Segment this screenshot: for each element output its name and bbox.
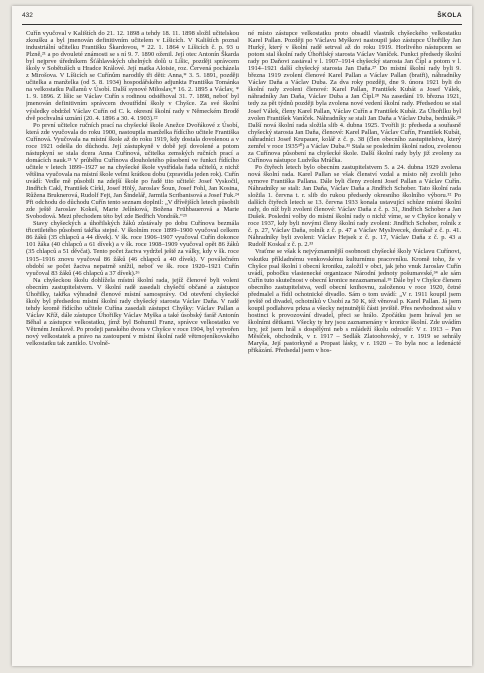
left-column	[26, 30, 239, 656]
paragraph: Po první učitelce ručních prací na chyšecké škole Anežce Dvořákové z Úsobí, která zde vyučovala do roku 1900, nastoupila manželka řídícího učitele Františka Cuřínová. Vyučovala na místní škole až do roku 1919, kdy dostala dovolenou a v roce 1921 odešla do důchodu. Její zástupkyně v době její dovolené a potom nástupkyní se stala dcera Anna Cuřínová, učitelka zemských ručních prací a domácích nauk.²³ V průběhu Cuřínova dlouholetého působení ve funkci řídícího učitele v letech 1899–1927 se na chyšecké škole vystřídala řada učitelů, z nichž většina vyučovala na místní škole velmi krátkou dobu (zpravidla jeden rok). Cuřín uvádí: Vedle mě působili na zdejší škole po řadě tito učitelé: Josef Vyskočil, Jindřich Cakl, František Církl, Josef Hölý, Jaroslav Šoun, Josef Fohl, Jan Kosina, Růžena Bruknerová, Rudolf Fejt, Jan Šindelář, Jarmila Scribanisová a Josef Fuk.²⁴ Při odchodu do důchodu Cuřín tento seznam doplnil: „V dřívějších letech působili zde ještě Jaroslav Kokeš, Marie Jelínková, Božena Frühbauerová a Marie Svobodová. Mezi přechodem této byl zde Bedřich Vondrák.“²⁵	[26, 121, 239, 221]
paragraph: Cuřín vyučoval v Kalištích do 21. 12. 1898 a tehdy 18. 11. 1898 složil učitelskou zkoušku a byl jmenován definitivním učitelem v Líšicích. V Kalištích poznal industriální učitelku Františku Škardovou, * 22. 1. 1864 v Líšicích č. p. 93 u Plzně,²¹ a po dvouleté známosti se s ní 9. 7. 1890 oženil. Její otec Antonín Škarda byl nejprve úředníkem Šťáhlavských uhelných dolů u Líšic, později správcem školy v Sobětuších u Hradce Králové. Její matka Aloisie, roz. Červená pocházela z Mirošova. V Líšicích se Cuřínům narodily tři děti: Anna,* 3. 5. 1891, později učitelka a manželka (od 5. 8. 1934) hospodářského adjunkta Františka Tománka na velkostatku Pallamů v Úsobí. Další synové Miloslav,* 16. 2. 1895 a Václav, * 1. 9. 1896. Z líšic se Václav Cuřín s rodinou odstěhoval 31. 7. 1898, neboť byl jmenován definitivním správcem dvoutřídní školy v Chyšce. Za své školní výsledky obdržel Václav Cuřín od C. k. okresní školní rady v Německém Brodě dvě pochvalná uznání (20. 4. 1896 a 30. 4. 1903).²²	[26, 30, 239, 122]
paragraph: Po čtyřech letech bylo obecním zastupitelstvem 5. a 24. dubna 1929 zvolena nová školní rada. Karel Pallan se však členství vzdal a místo něj zvolili jeho syrnove Františka Pallana. Dále byli členy zvoleni Josef Pallan a Václav Cuřín. Náhradníky se stali: Jan Daňa, Václav Daňa a Jindřich Schober. Tato školní rada složila 1. června t. r. slib do rukou předsedy okresního školního výboru.³² Po dalších čtyřech letech se 13. června 1933 konala ustavující schůze místní školní rady, do níž byli zvoleni členové: Václav Daňa z č. p. 31, Jindřich Schober a Jan Dušek. Poslední volby do místní školní rady o nichž víme, se v Chyšce konaly v roce 1937, kdy byli novými členy školní rady zvoleni: Jindřich Schober, rolník z č. p. 27, Václav Daňa, rolník z č. p. 47 a Václav Myslivecek, domkař z č. p. 41. Náhradníky byli zvoleni: Václav Hejsek z č. p. 17, Václav Daňa z č. p. 43 a Rudolf Koskal z č. p. 2.³³	[248, 163, 461, 249]
paragraph: né místo zástupce velkostatku proto obsadil vlastník chyšeckého velkostatku Karel Pallan. Později po Václavu Myškovi nastoupil jako zástupce Úhořilky Jan Hurký, který v školní radě setrval až do roku 1919. Horlivého nástupcem se potom stal školní rady Úhořilský starosta Václav Vaníček. Funkci předsedy školní rady po Daňovi zastával v l. 1907–1914 chyšecký starosta Jan Čípl a potom v l. 1914–1921 další chyšecký starosta Jan Daňa.²⁷ Do místní školní rady byli 9. března 1919 zvoleni členové Karel Pallan a Václav Pallan (bratři), náhradníky Václav Daňa a Václav Duba. Za dva roky později, dne 9. února 1921 byli do školní rady zvoleni členové: Karel Pallan, František Kubát a Josef Válek, náhradníky Jan Daňa, Václav Duba a Jan Čípl.²⁸ Na zasedání 19. března 1921, tedy za pět týdnů později byla zvolena nové vedení školní rady. Předsedou se stal Josef Válek, členy Karel Pallan, Václav Cuřín a František Kubát. Za Úhořilku byl zvolen František Vaníček. Náhradníky se stali Jan Daňa a Václav Duba, bedniák.²⁹ Další nová školní rada složila slib 4. dubna 1925. Tvořili ji: předseda a souřasně chyšecký starosta Jan Daňa, členové: Karel Pallan, Václav Cuřín, František Kubát, náhradníci Josef Krupauer, kolář z č. p. 38 (člen obecního zastupitelstva, který zemřel v roce 1935³⁰) a Václav Duba.³¹ Stala se posledním školní radou, zvolenou za Cuřínova působení na chyšecké škole. Další školní rady byly již zvoleny za Cuřínova nástupce Ludvíka Mráčka.	[248, 30, 461, 164]
running-head: ŠKOLA	[437, 12, 462, 19]
paragraph: Vraťme se však k nejvýznamnější osobnosti chyšecké školy Václavu Cuřínovi, vskutku příkladnému venkovskému kulturnímu pracovníku. Kromě toho, že v Chyšce psal školní i obecní kroniku, založil v obci, jak jeho vnuk Jaroslav Cuřín uvádí, pobočku vlastenecké organizace Národní jednoty pošumavské,³⁴ ale sám Cuřín tuto skutečnost v obecní kronice nezaznamenal.³⁵ Dále byl v Chyšce členem obecního zastupitelstva, vedl obecní knihovnu, založenou v roce 1920, četné předmalel a řídil ochotnické divadlo. Sám o tom uvádí: „V r. 1911 koupil jsem jevště od divadel, ochotníků v Úsobí za 50 K, též věnoval p. Karel Pallan. Já jsem koupil podlahovu prkna a všecky nejnutnější části jeviště. Přes nevhodnost sálu v hostinci k provozování divadel, přeci se hrálo. Zpočátku jsem hrával jen se školními dětkami. Všecky ty hry jsou zaznamenány v kronice školní. Zde uvádím hry, jež jsem hrál s dospělými neb s mládeží školu odrostlé: V r. 1913 – Pan Měsíček, obchodník, v r. 1917 – Sedlák Zlatoohovský, v r. 1919 se sehrály Maryša, Její pastorkyně a Propast lásky, v r. 1920 – To byla noc a ledenácté přikázání. Předsedal jsem v hos-	[248, 248, 461, 355]
paragraph: Stavy chyšeckých a úhořilských žáků zůstávaly po dobu Cuřínova bezmála třicetiletého působení takřka stejné. V školním roce 1899–1900 vyučoval celkem 86 žáků (35 chlapců a 44 dívek). V šk. roce 1906–1907 vyučoval Cuřín dokonce 101 žáka (40 chlapců a 61 dívek) a v šk. roce 1908–1909 vyučoval opět 86 žáků (35 chlapců a 51 děvčat). Tento počet žactva vydržel ještě za války, kdy v šk. roce 1915–1916 znovu vyučoval 86 žáků (46 chlapců a 40 dívek). V poválečném období se počet žactva nepatrně snížil, neboť ve šk. roce 1920–1921 Cuřín vyučoval 83 žáků (46 chlapců a 37 dívek).²⁶	[26, 220, 239, 277]
right-column	[248, 30, 461, 656]
paragraph: Na chyšeckou školu dohlížela místní školní rada, jejíž členové byli voleni obecním zastupitelstvem. V školní radě zasedali chyšečtí občané a zástupce Úhořilky, takřka výhradně členové místní samosprávy. Od otevření chyšecké školy byl předsedou místní školní rady chyšecký starosta Václav Daňa. V radě tehdy kromě řídícího učitele Cuřína zasedali zástupci Chyšky: Václav Pallan a Václav Kříž, dále zástupce Úhořilky Václav Myška a také úsobský farář Antonín Běhal a zástupce velkostatku, jímž byl Bohumil Franz, správce velkostatku ve Větrném Jeníkově. Po prodeji panského dvora v Chyšce v roce 1904, byl vytvořen nový velkostatek a právo na zastoupení v místní školní radě větrnojeníkovského velkostatku tak zaniklo. Uvolně-	[26, 276, 239, 348]
page-header	[22, 12, 462, 25]
page-number: 432	[22, 12, 33, 19]
document-page	[12, 6, 472, 666]
